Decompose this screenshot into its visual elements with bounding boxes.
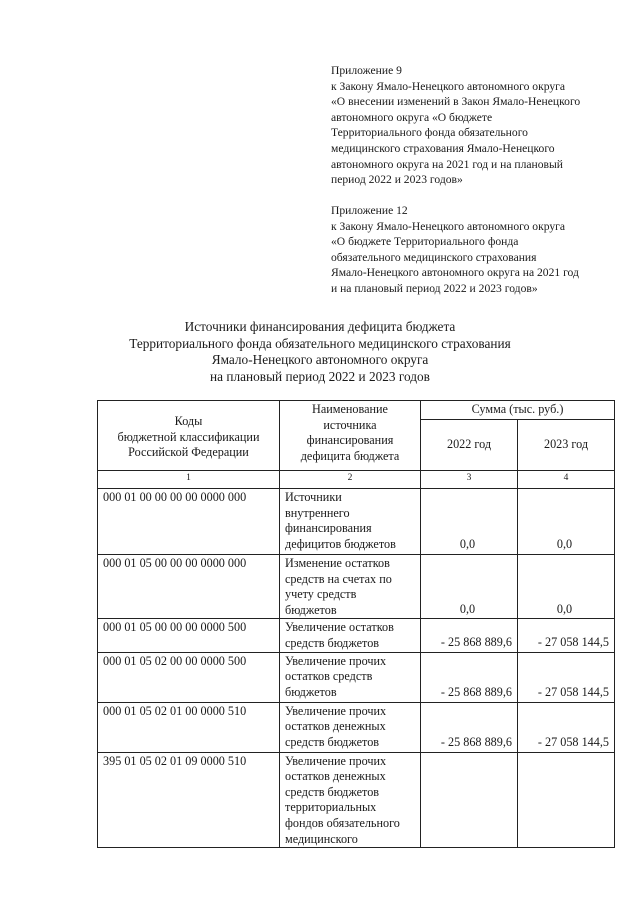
title-line: Ямало-Ненецкого автономного округа [211, 352, 429, 368]
financing-sources-table [97, 400, 615, 848]
amount-2023-cell [518, 752, 615, 848]
annex-line: автономного округа на 2021 год и на плановый [331, 157, 564, 171]
amount-2022-cell: - 25 868 889,6 [421, 652, 518, 702]
annex-line: период 2022 и 2023 годов» [331, 173, 463, 187]
amount-2023-cell: - 27 058 144,5 [518, 619, 615, 652]
annex-line: к Закону Ямало-Ненецкого автономного округа [331, 219, 566, 233]
budget-code-cell: 000 01 05 00 00 00 0000 500 [98, 619, 280, 652]
source-name-cell: Изменение остатков средств на счетах по учету средств бюджетов [280, 555, 421, 619]
table-row [98, 619, 615, 652]
annex-9-block [331, 63, 580, 188]
title-line: Территориального фонда обязательного медицинского страхования [129, 335, 511, 351]
source-name-cell: Источники внутреннего финансирования дефицитов бюджетов [280, 489, 421, 555]
budget-code-cell: 000 01 05 00 00 00 0000 000 [98, 555, 280, 619]
header-source-name: Наименование источника финансирования дефицита бюджета [280, 401, 421, 471]
source-name-cell: Увеличение остатков средств бюджетов [280, 619, 421, 652]
title-line: Источники финансирования дефицита бюджета [184, 319, 456, 334]
amount-2022-cell: - 25 868 889,6 [421, 619, 518, 652]
header-codes: Коды бюджетной классификации Российской Федерации [98, 401, 280, 471]
table-row [98, 555, 615, 619]
header-year-2022: 2022 год [421, 420, 518, 471]
annex-line: и на плановый период 2022 и 2023 годов» [331, 281, 538, 295]
amount-2023-cell: - 27 058 144,5 [518, 652, 615, 702]
budget-code-cell: 000 01 00 00 00 00 0000 000 [98, 489, 280, 555]
header-row [98, 401, 615, 420]
amount-2022-cell: 0,0 [421, 555, 518, 619]
table-row [98, 702, 615, 752]
annex-line: Территориального фонда обязательного [331, 126, 528, 140]
amount-2022-cell: 0,0 [421, 489, 518, 555]
header-sum: Сумма (тыс. руб.) [421, 401, 615, 420]
column-number: 3 [421, 471, 518, 489]
header-year-2023: 2023 год [518, 420, 615, 471]
title-line: на плановый период 2022 и 2023 годов [210, 368, 430, 384]
document-title [0, 319, 640, 385]
source-name-cell: Увеличение прочих остатков средств бюджетов [280, 652, 421, 702]
amount-2023-cell: 0,0 [518, 489, 615, 555]
amount-2023-cell: 0,0 [518, 555, 615, 619]
budget-code-cell: 395 01 05 02 01 09 0000 510 [98, 752, 280, 848]
table-row [98, 489, 615, 555]
amount-2022-cell: - 25 868 889,6 [421, 702, 518, 752]
annex-line: Ямало-Ненецкого автономного округа на 2021 год [331, 266, 579, 280]
column-number: 2 [280, 471, 421, 489]
budget-code-cell: 000 01 05 02 00 00 0000 500 [98, 652, 280, 702]
source-name-cell: Увеличение прочих остатков денежных средств бюджетов [280, 702, 421, 752]
annex-line: автономного округа «О бюджете [331, 110, 493, 124]
annex-12-block [331, 203, 579, 297]
annex-line: обязательного медицинского страхования [331, 250, 537, 264]
column-numbers-row [98, 471, 615, 489]
amount-2022-cell [421, 752, 518, 848]
annex-line: медицинского страхования Ямало-Ненецкого [331, 141, 555, 155]
table-row [98, 652, 615, 702]
annex-line: «О бюджете Территориального фонда [331, 235, 519, 249]
annex-line: Приложение 12 [331, 204, 408, 217]
table-row [98, 752, 615, 848]
annex-line: к Закону Ямало-Ненецкого автономного округа [331, 79, 566, 93]
source-name-cell: Увеличение прочих остатков денежных средств бюджетов территориальных фондов обязательного медицинского [280, 752, 421, 848]
column-number: 1 [98, 471, 280, 489]
budget-code-cell: 000 01 05 02 01 00 0000 510 [98, 702, 280, 752]
amount-2023-cell: - 27 058 144,5 [518, 702, 615, 752]
column-number: 4 [518, 471, 615, 489]
annex-line: «О внесении изменений в Закон Ямало-Ненецкого [331, 95, 581, 109]
annex-line: Приложение 9 [331, 64, 402, 77]
